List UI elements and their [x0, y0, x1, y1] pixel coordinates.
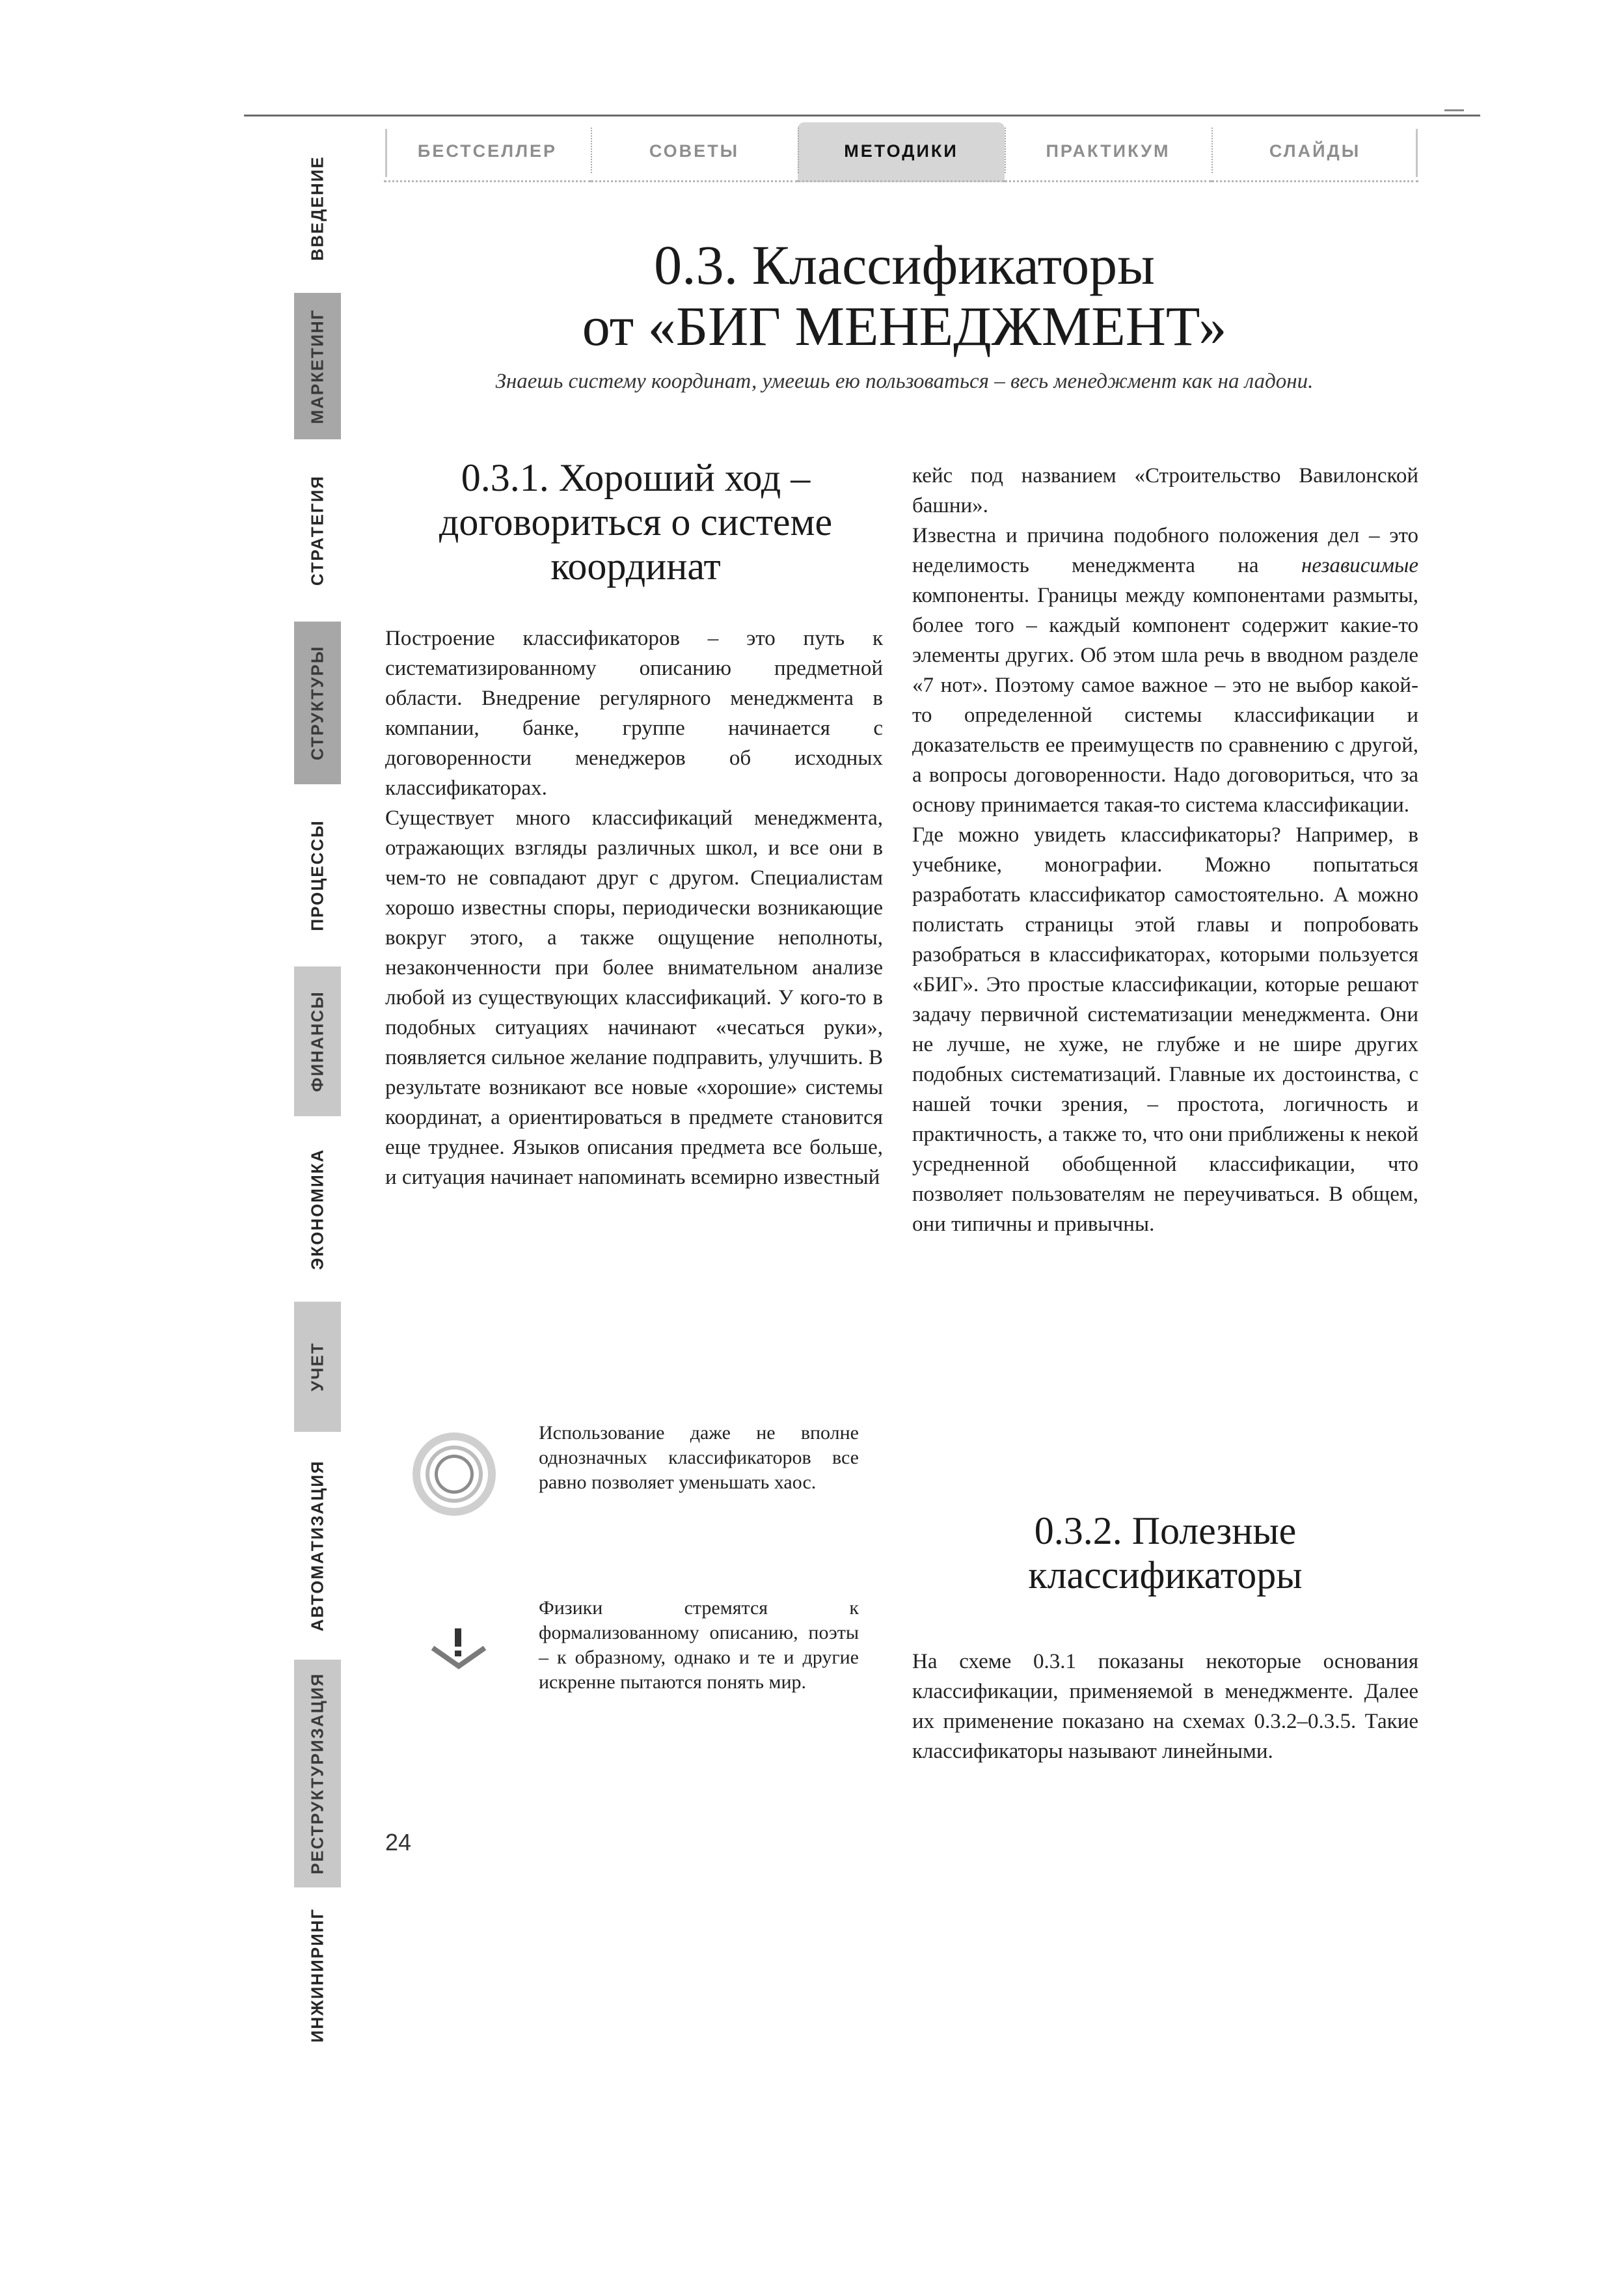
left-column — [385, 624, 883, 1192]
sidebar-item-inzhiniring[interactable] — [294, 1894, 341, 2057]
note-1 — [539, 1421, 859, 1495]
section-1-title-line3: координат — [550, 545, 721, 588]
tab-metodiki[interactable]: МЕТОДИКИ — [798, 122, 1005, 182]
chapter-title-line2: от «БИГ МЕНЕДЖМЕНТ» — [582, 295, 1227, 357]
chapter-epigraph: Знаешь систему координат, умеешь ею пользоваться – весь менеджмент как на ладони. — [495, 370, 1314, 393]
sidebar-item-label: СТРАТЕГИЯ — [307, 475, 327, 586]
section-1-title — [385, 456, 886, 588]
sidebar-item-label: ИНЖИНИРИНГ — [307, 1908, 327, 2043]
section-1-paragraph-1: Построение классификаторов – это путь к систематизированному описанию предметной области. Внедрение регулярного менеджмента в компании, банке, группе начинается с договоренности менеджеров об исходных классификаторах. — [385, 627, 883, 800]
note2-icon-wrap — [426, 1626, 491, 1671]
right-paragraph-2 — [912, 521, 1418, 820]
sidebar-item-struktury[interactable] — [294, 622, 341, 784]
sidebar-item-strategiya[interactable] — [294, 446, 341, 615]
note1-icon-wrap — [409, 1429, 500, 1520]
sidebar-item-label: ЭКОНОМИКА — [307, 1148, 327, 1270]
top-rule-tick — [1444, 109, 1464, 111]
sidebar-item-label: МАРКЕТИНГ — [307, 308, 327, 424]
section-1-title-line2: договориться о системе — [439, 500, 833, 543]
section-tabs — [384, 122, 1418, 182]
page-number: 24 — [385, 1829, 412, 1856]
right-column — [912, 461, 1418, 1239]
top-rule — [244, 115, 1480, 117]
note-2-text: Физики стремятся к формализованному описанию, поэты – к образному, однако и те и другие искренне пытаются понять мир. — [539, 1597, 859, 1693]
sidebar-item-label: УЧЕТ — [307, 1342, 327, 1391]
chapter-title — [390, 234, 1418, 357]
target-circle-icon — [409, 1429, 500, 1520]
sidebar-item-uchet[interactable] — [294, 1302, 341, 1432]
section-2-title-line2: классификаторы — [1028, 1554, 1303, 1597]
section-2-title — [912, 1509, 1418, 1597]
tab-bestseller[interactable]: БЕСТСЕЛЛЕР — [384, 122, 591, 182]
chapter-sidebar — [294, 130, 341, 2043]
note-2 — [539, 1596, 859, 1695]
sidebar-item-label: ВВЕДЕНИЕ — [307, 156, 327, 261]
tab-slaidy[interactable]: СЛАЙДЫ — [1211, 122, 1418, 182]
note-1-text: Использование даже не вполне однозначных классификаторов все равно позволяет уменьшать хаос. — [539, 1422, 859, 1493]
sidebar-item-vvedenie[interactable] — [294, 130, 341, 286]
right-paragraph-2-a: Известна и причина подобного положения дел – это неделимость менеджмента на — [912, 524, 1418, 577]
sidebar-item-label: ПРОЦЕССЫ — [307, 819, 327, 931]
right-paragraph-1: кейс под названием «Строительство Вавилонской башни». — [912, 464, 1418, 517]
right-paragraph-2-b: компоненты. Границы между компонентами размыты, более того – каждый компонент содержит какие-то элементы других. Об этом шла речь в вводном разделе «7 нот». Поэтому самое важное – это не выбор какой-то определенной системы классификации и доказательств ее преимуществ по сравнению с другой, а вопросы договоренности. Надо договориться, что за основу принимается такая-то система классификации. — [912, 584, 1418, 817]
tab-praktikum[interactable]: ПРАКТИКУМ — [1005, 122, 1211, 182]
sidebar-item-avtomatizatsiya[interactable] — [294, 1438, 341, 1653]
sidebar-item-protsessy[interactable] — [294, 791, 341, 960]
section-2-title-line1: 0.3.2. Полезные — [1034, 1509, 1297, 1552]
right-paragraph-2-italic: независимые — [1301, 554, 1418, 577]
chapter-title-line1: 0.3. Классификаторы — [654, 234, 1155, 296]
sidebar-item-ekonomika[interactable] — [294, 1123, 341, 1295]
sidebar-item-label: АВТОМАТИЗАЦИЯ — [307, 1460, 327, 1632]
sidebar-item-label: ФИНАНСЫ — [307, 991, 327, 1092]
sidebar-item-marketing[interactable] — [294, 293, 341, 439]
right-paragraph-3: Где можно увидеть классификаторы? Например, в учебнике, монографии. Можно попытаться разработать классификатор самостоятельно. А можно полистать страницы этой главы и попробовать разобраться в классификаторах, которыми пользуется «БИГ». Это простые классификации, которые решают задачу первичной систематизации менеджмента. Они не лучше, не хуже, не глубже и не шире других подобных систематизаций. Главные их достоинства, с нашей точки зрения, – простота, логичность и практичность, а также то, что они приближены к некой усредненной обобщенной классификации, что позволяет пользователям не переучиваться. В общем, они типичны и привычны. — [912, 823, 1418, 1236]
section-1-paragraph-2: Существует много классификаций менеджмента, отражающих взгляды различных школ, и все они в чем-то не совпадают друг с другом. Специалистам хорошо известны споры, периодически возникающие вокруг этого, а также ощущение неполноты, незаконченности при более внимательном анализе любой из существующих классификаций. У кого-то в подобных ситуациях начинают «чесаться руки», появляется сильное желание подправить, улучшить. В результате возникают все новые «хорошие» системы координат, а ориентироваться в предмете становится еще труднее. Языков описания предмета все больше, и ситуация начинает напоминать всемирно известный — [385, 806, 883, 1189]
tab-sovety[interactable]: СОВЕТЫ — [591, 122, 798, 182]
section-1-title-line1: 0.3.1. Хороший ход – — [461, 456, 811, 499]
section-2-paragraph-1: На схеме 0.3.1 показаны некоторые основания классификации, применяемой в менеджменте. Далее их применение показано на схемах 0.3.2–0.3.5. Такие классификаторы называют линейными. — [912, 1650, 1418, 1763]
exclamation-arrow-icon — [426, 1626, 491, 1671]
sidebar-item-label: СТРУКТУРЫ — [307, 645, 327, 761]
section-2-body — [912, 1647, 1418, 1766]
sidebar-item-restrukturizatsiya[interactable] — [294, 1660, 341, 1887]
sidebar-item-label: РЕСТРУКТУРИЗАЦИЯ — [307, 1673, 327, 1874]
sidebar-item-finansy[interactable] — [294, 966, 341, 1116]
